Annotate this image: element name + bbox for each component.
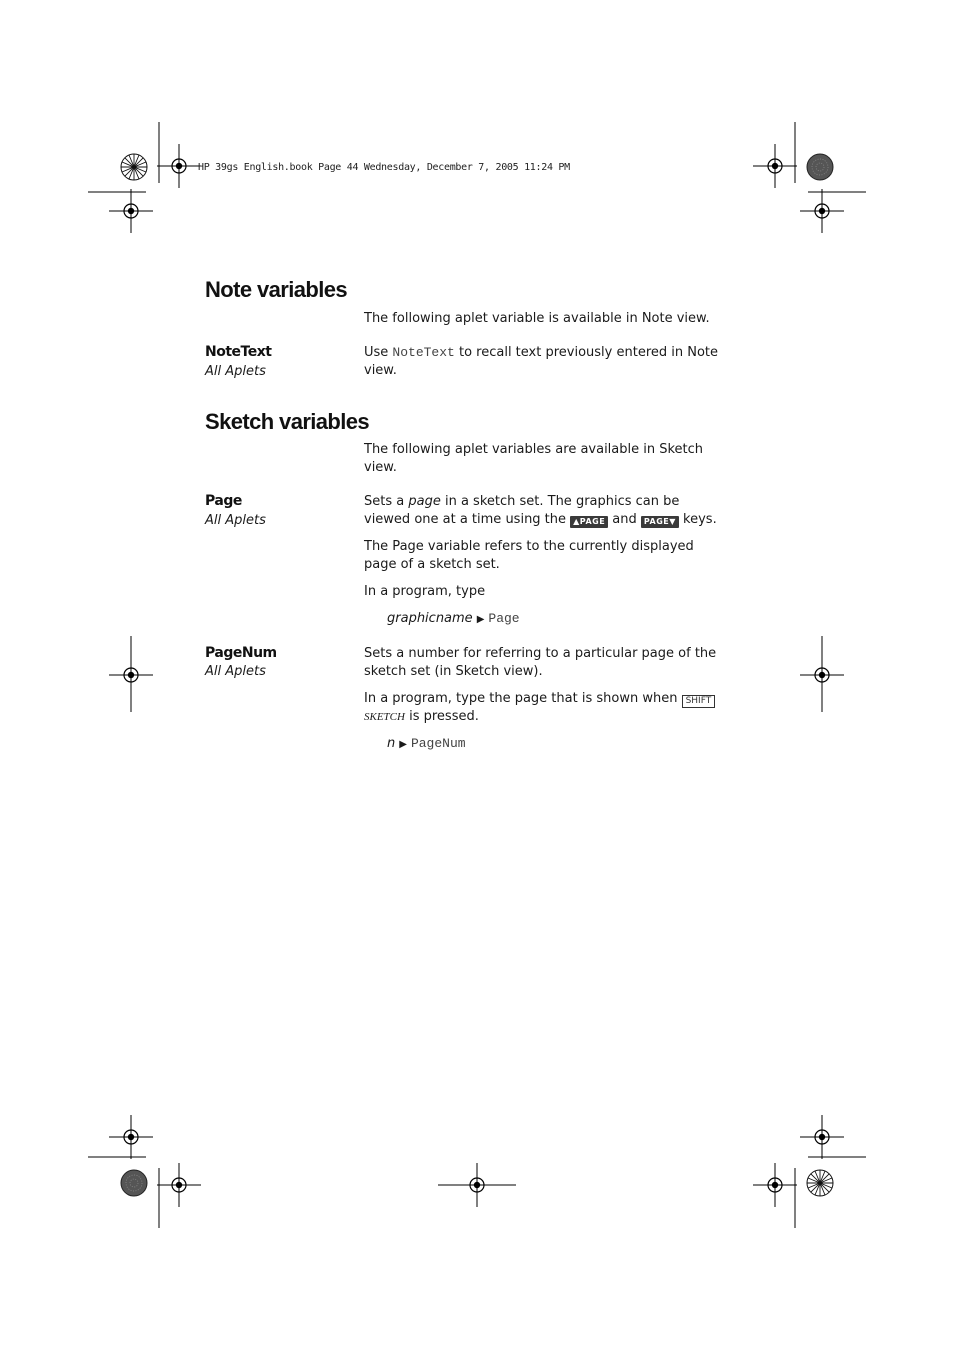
page-term: Page <box>205 493 242 509</box>
sketch-key-label: SKETCH <box>364 711 405 723</box>
pagenum-para-2 <box>364 690 720 726</box>
page-description <box>364 493 720 610</box>
pagenum-para-1: Sets a number for referring to a particular page of the sketch set (in Sketch view). <box>364 646 717 679</box>
note-intro: The following aplet variable is available in Note view. <box>364 311 710 326</box>
pagenum-syntax-code: PageNum <box>410 736 466 751</box>
sketch-variables-heading: Sketch variables <box>205 409 370 434</box>
page-p1-pre: Sets a <box>364 494 409 509</box>
page-scope: All Aplets <box>205 513 266 528</box>
pagenum-description <box>364 645 720 735</box>
shift-key: SHIFT <box>682 695 716 708</box>
note-variables-heading: Note variables <box>205 277 348 302</box>
page-down-key: PAGE▼ <box>641 516 679 528</box>
page-p1-and: and <box>608 512 641 527</box>
book-header: HP 39gs English.book Page 44 Wednesday, December 7, 2005 11:24 PM <box>198 162 570 173</box>
page-p1-mid: in a sketch set. The graphics can be viewed one at a time using the <box>364 494 680 527</box>
page-para-3: In a program, type <box>364 584 486 599</box>
notetext-desc-pre: Use <box>364 345 393 360</box>
pagenum-syntax-var: n <box>387 736 396 751</box>
notetext-code: NoteText <box>392 345 455 360</box>
pagenum-p2-pre: In a program, type the page that is shown when <box>364 691 682 706</box>
pagenum-term: PageNum <box>205 645 277 661</box>
notetext-desc-post: to recall text previously entered in Note view. <box>364 345 719 378</box>
page-syntax-var: graphicname <box>387 611 473 626</box>
notetext-term: NoteText <box>205 344 272 360</box>
store-arrow-icon: ▶ <box>476 614 485 625</box>
page-p1-em: page <box>408 494 441 509</box>
store-arrow-icon: ▶ <box>399 739 407 750</box>
page-syntax <box>387 610 743 629</box>
page-para-1 <box>364 493 720 529</box>
pagenum-scope: All Aplets <box>205 664 266 679</box>
sketch-intro: The following aplet variables are available in Sketch view. <box>364 442 704 475</box>
pagenum-p2-post: is pressed. <box>404 709 479 724</box>
page-p1-post: keys. <box>678 512 717 527</box>
notetext-scope: All Aplets <box>205 364 266 379</box>
notetext-description <box>364 344 720 380</box>
page-up-key: ▲PAGE <box>570 516 608 528</box>
pagenum-syntax <box>387 735 743 754</box>
page-syntax-code: Page <box>488 611 520 626</box>
page-para-2: The Page variable refers to the currently displayed page of a sketch set. <box>364 539 694 572</box>
